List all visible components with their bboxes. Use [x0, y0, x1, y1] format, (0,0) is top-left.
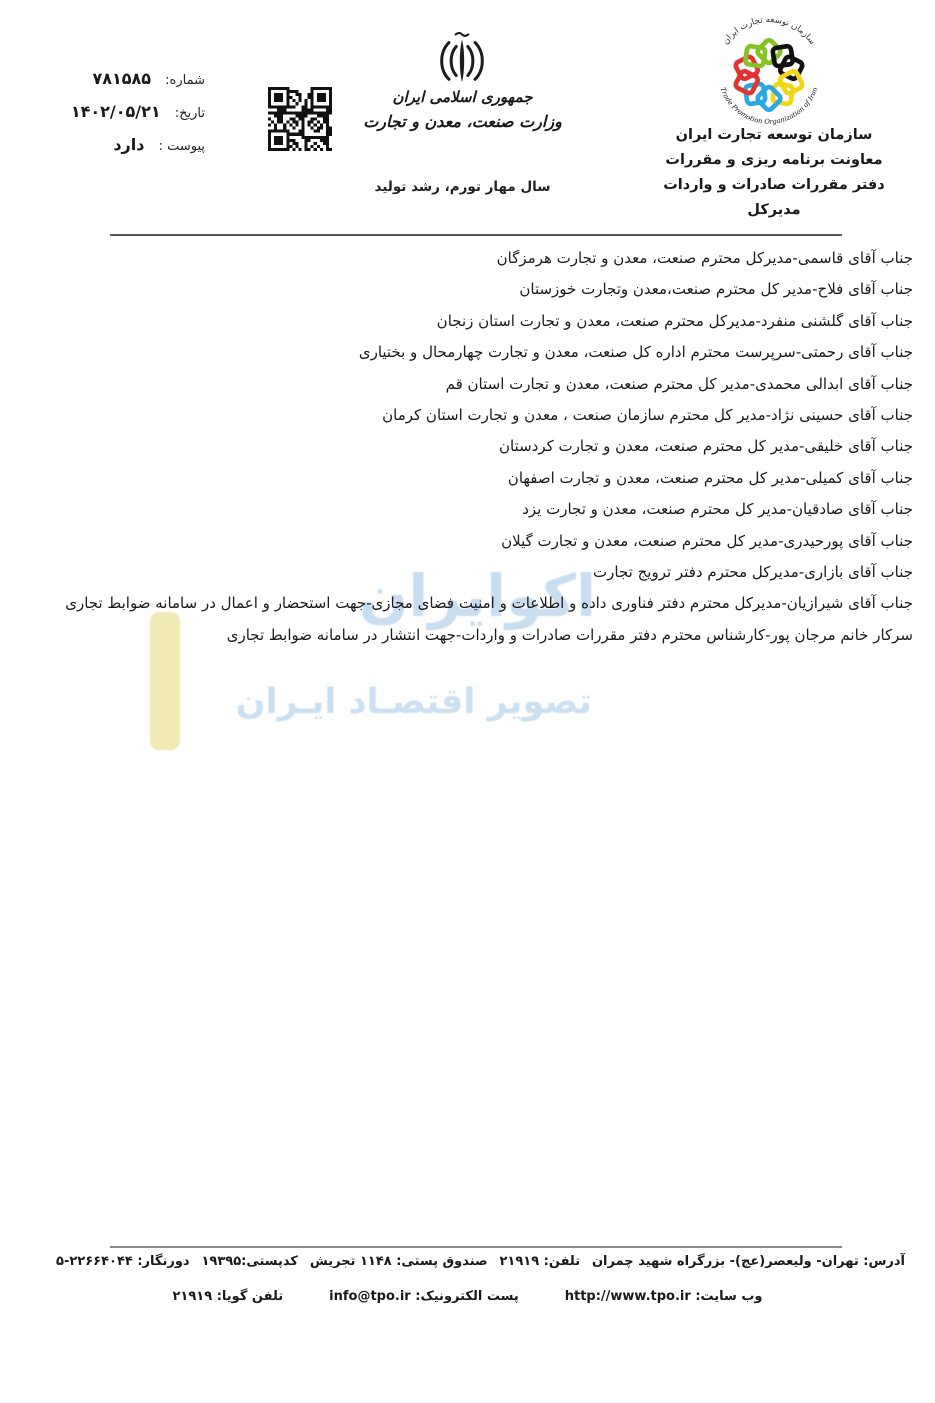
recipient-line: جناب آقای کمیلی-مدیر کل محترم صنعت، معدن و تجارت اصفهان — [507, 468, 913, 487]
org-name: سازمان توسعه تجارت ایران — [675, 127, 873, 143]
attachment-label: پیوست : — [158, 139, 205, 154]
date-value: ۱۴۰۲/۰۵/۲۱ — [70, 102, 161, 121]
recipient-line: جناب آقای صادقیان-مدیر کل محترم صنعت، معدن و تجارت یزد — [522, 500, 913, 519]
footer-email: پست الکترونیک: info@tpo.ir — [329, 1289, 519, 1304]
watermark-tagline: تصویر اقتصـاد ایـران — [235, 682, 592, 722]
org-role: مدیرکل — [747, 202, 801, 218]
tpo-logo-petals — [734, 39, 803, 112]
meta-row-attachment — [40, 128, 205, 161]
recipients-list — [34, 243, 913, 651]
footer-pobox: صندوق پستی: ۱۱۴۸ تجریش — [309, 1254, 488, 1269]
logo-arc-en: Trade Promotion Organization of Iran — [718, 86, 820, 126]
footer-fax: دورنگار: ۲۲۶۶۴۰۴۴-۵ — [56, 1254, 190, 1269]
tpo-logo-icon — [708, 12, 830, 134]
recipient-line: جناب آقای پورحیدری-مدیر کل محترم صنعت، معدن و تجارت گیلان — [501, 531, 913, 550]
recipient-line: جناب آقای شیرازیان-مدیرکل محترم دفتر فناوری داده و اطلاعات و امنیت فضای مجازی-جهت استحضار و اعمال در سامانه ضوابط تجاری — [65, 594, 913, 613]
recipient-line: جناب آقای ابدالی محمدی-مدیر کل محترم صنعت، معدن و تجارت استان قم — [445, 374, 913, 393]
watermark-brand: اکوایران — [358, 562, 596, 630]
header-divider — [110, 234, 842, 236]
footer-website: وب سایت: http://www.tpo.ir — [564, 1289, 763, 1304]
year-slogan: سال مهار تورم، رشد تولید — [374, 179, 551, 195]
number-value: ۷۸۱۵۸۵ — [92, 69, 152, 88]
number-label: شماره: — [165, 73, 205, 88]
footer-voice-phone: تلفن گویا: ۲۱۹۱۹ — [172, 1289, 284, 1304]
national-emblem-icon — [433, 31, 491, 87]
date-label: تاریخ: — [174, 106, 205, 121]
recipient-line: جناب آقای فلاح-مدیر کل محترم صنعت،معدن وتجارت خوزستان — [519, 280, 913, 299]
recipient-line: جناب آقای گلشنی منفرد-مدیرکل محترم صنعت، معدن و تجارت استان زنجان — [436, 311, 913, 330]
recipient-line: جناب آقای خلیقی-مدیر کل محترم صنعت، معدن و تجارت کردستان — [498, 437, 913, 456]
footer-divider — [110, 1246, 842, 1248]
ministry-title: وزارت صنعت، معدن و تجارت — [363, 112, 562, 131]
recipient-line: جناب آقای بازاری-مدیرکل محترم دفتر ترویج تجارت — [593, 563, 913, 582]
footer-postal: کدپستی:۱۹۳۹۵ — [201, 1254, 298, 1269]
recipient-line: جناب آقای قاسمی-مدیرکل محترم صنعت، معدن و تجارت هرمزگان — [496, 249, 913, 267]
footer-contact-line — [56, 1254, 905, 1269]
logo-arc-fa: سازمان توسعه تجارت ایران — [720, 15, 818, 47]
meta-row-date — [40, 95, 205, 128]
meta-block — [40, 62, 205, 161]
footer-address: آدرس: تهران- ولیعصر(عج)- بزرگراه شهید چمران — [591, 1254, 905, 1269]
org-block — [655, 123, 893, 223]
org-deputy: معاونت برنامه ریزی و مقررات — [665, 152, 883, 168]
svg-text:Trade Promotion Organization o — [719, 86, 820, 126]
footer-phone: تلفن: ۲۱۹۱۹ — [499, 1254, 581, 1269]
attachment-value: دارد — [113, 135, 145, 154]
recipient-line: جناب آقای حسینی نژاد-مدیر کل محترم سازمان صنعت ، معدن و تجارت استان کرمان — [382, 406, 913, 425]
footer-web-line — [30, 1289, 905, 1304]
recipient-line: سرکار خانم مرجان پور-کارشناس محترم دفتر مقررات صادرات و واردات-جهت انتشار در سامانه ضوابط تجاری — [226, 625, 913, 644]
meta-row-number — [40, 62, 205, 95]
org-office: دفتر مقررات صادرات و واردات — [663, 177, 885, 193]
country-title: جمهوری اسلامی ایران — [392, 88, 533, 106]
recipient-line: جناب آقای رحمتی-سرپرست محترم اداره کل صنعت، معدن و تجارت چهارمحال و بختیاری — [358, 343, 913, 362]
